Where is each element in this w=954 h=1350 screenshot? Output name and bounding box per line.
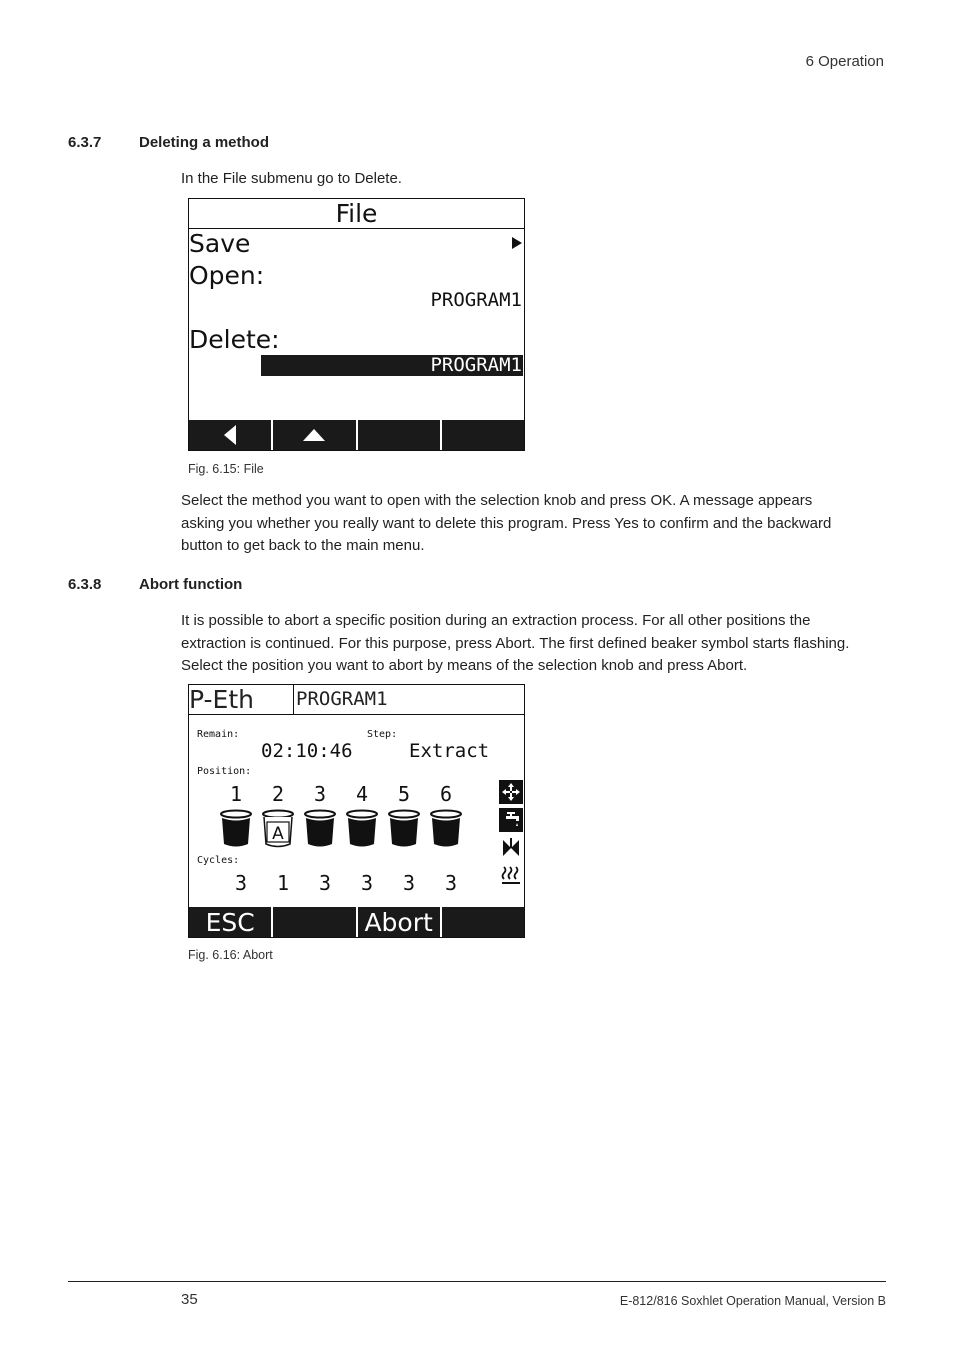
menu-item-save[interactable]: Save [189, 229, 251, 258]
delete-program-value[interactable]: PROGRAM1 [261, 355, 523, 376]
step-label: Step: [367, 729, 398, 740]
document-title: E-812/816 Soxhlet Operation Manual, Version B [619, 1294, 886, 1308]
body-line: It is possible to abort a specific position during an extraction process. For all other positions the [181, 612, 811, 629]
cycle-count: 3 [361, 871, 374, 895]
position-number: 2 [272, 782, 285, 806]
menu-item-open[interactable]: Open: [189, 261, 265, 290]
cycle-count: 3 [445, 871, 458, 895]
body-line: Select the method you want to open with the selection knob and press OK. A message appears [181, 492, 813, 509]
figure-616-caption: Fig. 6.16: Abort [188, 948, 273, 962]
abort-softkey-bar [189, 907, 524, 937]
remain-label: Remain: [197, 729, 240, 740]
page-number: 35 [181, 1291, 198, 1308]
remain-time: 02:10:46 [261, 740, 353, 762]
beaker-filled-icon[interactable] [303, 809, 337, 849]
softkey-2[interactable] [273, 907, 357, 937]
rotate-icon [499, 780, 523, 804]
cycle-count: 1 [277, 871, 290, 895]
softkey-3[interactable] [358, 420, 442, 450]
section-637-intro: In the File submenu go to Delete. [181, 170, 402, 187]
back-arrow-icon [224, 425, 236, 445]
step-value: Extract [409, 740, 490, 762]
section-title-638: Abort function [139, 576, 243, 593]
beaker-filled-icon[interactable] [219, 809, 253, 849]
open-program-value[interactable]: PROGRAM1 [430, 289, 522, 311]
heater-icon [499, 863, 523, 887]
submenu-arrow-icon [512, 237, 522, 249]
file-softkey-bar [189, 420, 524, 450]
cycle-count: 3 [403, 871, 416, 895]
softkey-4[interactable] [442, 907, 524, 937]
file-screen [188, 198, 525, 451]
beaker-aborted-icon[interactable] [261, 809, 295, 849]
abort-button[interactable]: Abort [358, 907, 442, 937]
position-number: 6 [440, 782, 453, 806]
body-line: Select the position you want to abort by means of the selection knob and press Abort. [181, 657, 748, 674]
cycles-label: Cycles: [197, 855, 240, 866]
section-637-body [181, 490, 831, 558]
section-number-638: 6.3.8 [68, 576, 102, 593]
position-number: 4 [356, 782, 369, 806]
cycle-count: 3 [319, 871, 332, 895]
solvent-name: P-Eth [189, 685, 294, 715]
body-line: button to get back to the main menu. [181, 537, 425, 554]
footer-divider [68, 1281, 886, 1282]
softkey-4[interactable] [442, 420, 524, 450]
beaker-filled-icon[interactable] [429, 809, 463, 849]
esc-button[interactable]: ESC [189, 907, 273, 937]
abort-screen [188, 684, 525, 938]
file-screen-title: File [189, 199, 524, 229]
menu-item-delete[interactable]: Delete: [189, 325, 280, 354]
body-line: extraction is continued. For this purpose, press Abort. The first defined beaker symbol starts flashing. [181, 634, 850, 652]
up-arrow-icon [303, 429, 325, 441]
tap-icon [499, 808, 523, 832]
beaker-marker: A [272, 824, 284, 844]
program-name: PROGRAM1 [294, 685, 524, 715]
cycle-count: 3 [235, 871, 248, 895]
softkey-back[interactable] [189, 420, 273, 450]
figure-615-caption: Fig. 6.15: File [188, 462, 264, 476]
position-number: 5 [398, 782, 411, 806]
chapter-header: 6 Operation [805, 53, 884, 70]
beaker-filled-icon[interactable] [387, 809, 421, 849]
beaker-filled-icon[interactable] [345, 809, 379, 849]
body-line: asking you whether you really want to delete this program. Press Yes to confirm and the backward [181, 514, 832, 532]
valve-icon [499, 836, 523, 860]
position-number: 1 [230, 782, 243, 806]
position-number: 3 [314, 782, 327, 806]
position-label: Position: [197, 766, 252, 777]
section-number-637: 6.3.7 [68, 134, 102, 151]
softkey-up[interactable] [273, 420, 357, 450]
section-638-body [181, 610, 849, 678]
section-title-637: Deleting a method [139, 134, 270, 151]
